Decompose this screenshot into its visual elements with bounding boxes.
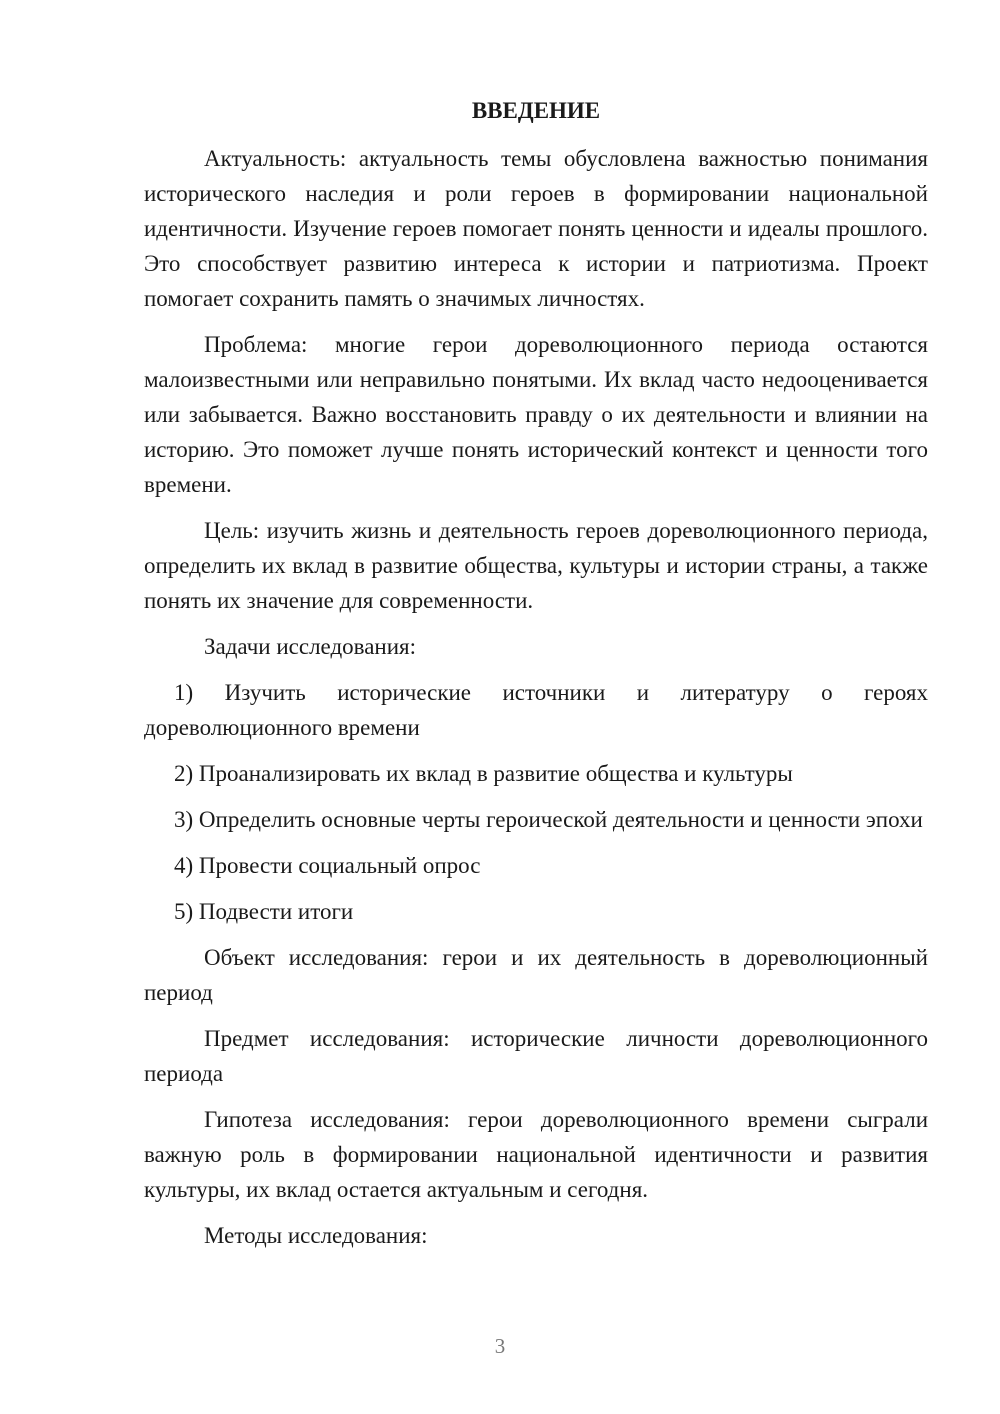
paragraph-object: Объект исследования: герои и их деятельность в дореволюционный период	[144, 945, 928, 1005]
page-number: 3	[494, 1334, 506, 1358]
paragraph-tasks-heading: Задачи исследования:	[204, 634, 417, 659]
task-item-4: 4) Провести социальный опрос	[174, 853, 481, 878]
task-item-1: 1) Изучить исторические источники и литературу о героях дореволюционного времени	[144, 680, 928, 740]
task-item-5: 5) Подвести итоги	[174, 899, 354, 924]
task-item-2: 2) Проанализировать их вклад в развитие общества и культуры	[174, 761, 793, 786]
paragraph-goal: Цель: изучить жизнь и деятельность героев дореволюционного периода, определить их вклад в развитие общества, культуры и истории страны, а также понять их значение для современности.	[144, 518, 928, 613]
paragraph-methods: Методы исследования:	[204, 1223, 428, 1248]
paragraph-subject: Предмет исследования: исторические личности дореволюционного периода	[144, 1026, 928, 1086]
paragraph-relevance: Актуальность: актуальность темы обусловлена важностью понимания исторического наследия и роли героев в формировании национальной идентичности. Изучение героев помогает понять ценности и идеалы прошлого. Это способствует развитию интереса к истории и патриотизма. Проект помогает сохранить память о значимых личностях.	[144, 146, 928, 311]
document-body	[144, 96, 928, 1264]
section-title: ВВЕДЕНИЕ	[471, 98, 601, 123]
paragraph-hypothesis: Гипотеза исследования: герои дореволюционного времени сыграли важную роль в формировании национальной идентичности и развития культуры, их вклад остается актуальным и сегодня.	[144, 1107, 928, 1202]
task-item-3: 3) Определить основные черты героической деятельности и ценности эпохи	[174, 807, 923, 832]
paragraph-problem: Проблема: многие герои дореволюционного периода остаются малоизвестными или неправильно понятыми. Их вклад часто недооценивается или забывается. Важно восстановить правду о их деятельности и влиянии на историю. Это поможет лучше понять исторический контекст и ценности того времени.	[144, 332, 928, 497]
